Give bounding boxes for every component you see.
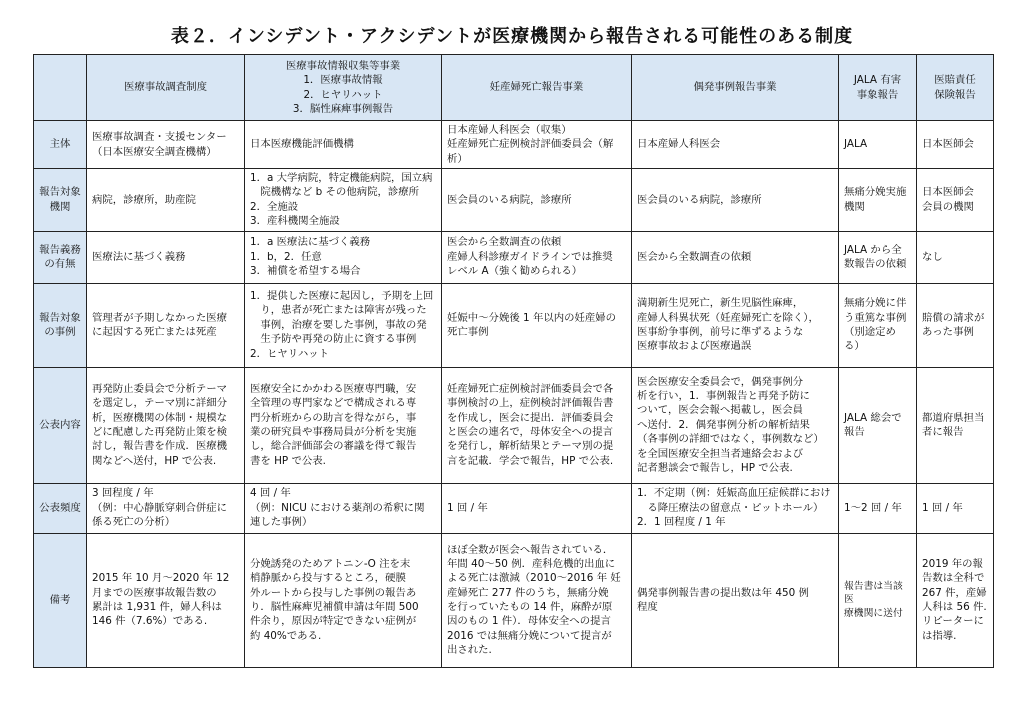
cell-line: 備考 bbox=[49, 593, 71, 606]
cell-line: 累計は 1,931 件，婦人科は bbox=[92, 601, 222, 614]
cell-line: （別途定める） bbox=[844, 326, 896, 353]
cell-line: 1．b，2．任意 bbox=[250, 250, 322, 263]
row-header-cell bbox=[34, 283, 87, 367]
cell-line: 者に報告 bbox=[922, 426, 964, 439]
cell-line: 関などへ送付，HP で公表. bbox=[92, 454, 217, 467]
cell-line: 療機関に送付 bbox=[844, 607, 903, 619]
cell-line: 妊娠中～分娩後 1 年以内の妊産婦の bbox=[447, 311, 617, 324]
cell-line: 分娩誘発のためアトニン-O 注を末 bbox=[250, 557, 411, 570]
header-col2-line: 3．脳性麻痺事例報告 bbox=[292, 102, 394, 115]
table-cell bbox=[87, 283, 245, 367]
row-header-cell bbox=[34, 121, 87, 169]
table-cell bbox=[87, 483, 245, 533]
cell-line: （各事例の詳細ではなく，事例数など） bbox=[637, 433, 824, 446]
cell-line: レベル A（強く勧められる） bbox=[447, 265, 583, 278]
cell-line: 産婦人科異状死（妊産婦死亡を除く）， bbox=[637, 311, 819, 324]
cell-line: 人科は 56 件. bbox=[922, 601, 987, 614]
cell-line: 1 回 / 年 bbox=[922, 501, 963, 514]
cell-line: り，患者が死亡または障害が残った bbox=[250, 304, 427, 317]
cell-line: 事例，治療を要した事例，事故の発 bbox=[250, 318, 427, 331]
cell-line: 公表頻度 bbox=[39, 501, 81, 514]
cell-line: なし bbox=[922, 250, 943, 263]
cell-line: 月までの医療事故報告数の bbox=[92, 586, 217, 599]
header-col6-line: 保険報告 bbox=[934, 88, 976, 101]
cell-line: と医会の連名で，母体安全への提言 bbox=[447, 426, 614, 439]
cell-line: 産婦人科診療ガイドラインでは推奨 bbox=[447, 250, 613, 263]
cell-line: 報告対象 bbox=[39, 311, 81, 324]
cell-line: 係る死亡の分析） bbox=[92, 516, 176, 529]
table-cell bbox=[917, 283, 994, 367]
table-cell bbox=[87, 231, 245, 283]
cell-line: 医事紛争事例，前号に準ずるような bbox=[637, 326, 804, 339]
header-col2-line: 2．ヒヤリハット bbox=[303, 88, 383, 101]
table-row bbox=[34, 533, 994, 667]
table-cell bbox=[442, 283, 632, 367]
header-col3: 妊産婦死亡報告事業 bbox=[442, 55, 632, 121]
cell-line: 2015 年 10 月～2020 年 12 bbox=[92, 572, 230, 585]
cell-line: 2019 年の報 bbox=[922, 557, 983, 570]
cell-line: （例：NICU における薬剤の希釈に関 bbox=[250, 501, 425, 514]
cell-line: 年間 40～50 例．産科危機的出血に bbox=[447, 557, 616, 570]
cell-line: 日本医療機能評価機構 bbox=[250, 138, 354, 151]
cell-line: 梢静脈から投与するところ，硬膜 bbox=[250, 572, 406, 585]
cell-line: 連した事例） bbox=[250, 516, 313, 529]
cell-line: 主体 bbox=[49, 138, 71, 151]
cell-line: 3．産科機関全施設 bbox=[250, 215, 340, 228]
cell-line: JALA bbox=[844, 138, 868, 151]
table-cell bbox=[245, 367, 442, 483]
cell-line: 業の研究員や事務局員が分析を実施 bbox=[250, 426, 417, 439]
cell-line: 全管理の専門家などで構成される専 bbox=[250, 397, 417, 410]
table-cell bbox=[442, 121, 632, 169]
cell-line: 再発防止委員会で分析テーマ bbox=[92, 382, 228, 395]
table-row bbox=[34, 483, 994, 533]
cell-line: 1．a 医療法に基づく義務 bbox=[250, 236, 371, 249]
cell-line: る降圧療法の留意点・ピットホール） bbox=[637, 501, 824, 514]
cell-line: 3．補償を希望する場合 bbox=[250, 265, 361, 278]
cell-line: を行っていたもの 14 件，麻酔が原 bbox=[447, 601, 613, 614]
cell-line: 程度 bbox=[637, 601, 658, 614]
cell-line: 医会医療安全委員会で，偶発事例分 bbox=[637, 375, 804, 388]
cell-line: へ送付．2．偶発事例分析の解析結果 bbox=[637, 418, 810, 431]
table-cell bbox=[839, 283, 917, 367]
cell-line: り．脳性麻痺児補償申請は年間 500 bbox=[250, 601, 419, 614]
cell-line: 書を HP で公表. bbox=[250, 454, 326, 467]
row-header-cell bbox=[34, 533, 87, 667]
row-header-cell bbox=[34, 231, 87, 283]
cell-line: 報告 bbox=[844, 426, 865, 439]
cell-line: 数報告の依頼 bbox=[844, 258, 907, 271]
table-row bbox=[34, 121, 994, 169]
table-cell bbox=[839, 483, 917, 533]
cell-line: 記者懇談会で報告し，HP で公表. bbox=[637, 461, 793, 474]
table-cell bbox=[917, 169, 994, 231]
cell-line: 報告対象 bbox=[39, 186, 81, 199]
table-row bbox=[34, 231, 994, 283]
cell-line: に起因する死亡または死産 bbox=[92, 326, 217, 339]
table-cell bbox=[245, 283, 442, 367]
table-cell bbox=[245, 121, 442, 169]
cell-line: 267 件，産婦 bbox=[922, 586, 987, 599]
cell-line: 報告義務 bbox=[39, 243, 81, 256]
table-cell bbox=[87, 533, 245, 667]
cell-line: を選定し，テーマ別に詳細分 bbox=[92, 397, 228, 410]
cell-line: 医療法に基づく義務 bbox=[92, 250, 186, 263]
table-cell bbox=[632, 533, 839, 667]
table-cell bbox=[442, 533, 632, 667]
cell-line: 満期新生児死亡，新生児脳性麻痺， bbox=[637, 297, 804, 310]
cell-line: 2．ヒヤリハット bbox=[250, 347, 330, 360]
table-cell bbox=[839, 367, 917, 483]
cell-line: 2016 では無痛分娩について提言が bbox=[447, 629, 612, 642]
cell-line: 析を行い，1．事例報告と再発予防に bbox=[637, 390, 810, 403]
header-col2-line: 医療事故情報収集等事業 bbox=[285, 59, 401, 72]
cell-line: 1～2 回 / 年 bbox=[844, 501, 902, 514]
cell-line: 門分析班からの助言を得ながら，事 bbox=[250, 411, 417, 424]
table-cell bbox=[839, 121, 917, 169]
cell-line: 無痛分娩に伴 bbox=[844, 297, 907, 310]
table-cell bbox=[917, 121, 994, 169]
cell-line: 言を記載．学会で報告，HP で公表. bbox=[447, 454, 614, 467]
cell-line: よる死亡は激減（2010～2016 年 妊 bbox=[447, 572, 621, 585]
cell-line: 産婦死亡 277 件のうち，無痛分娩 bbox=[447, 586, 609, 599]
cell-line: 出された. bbox=[447, 644, 492, 657]
cell-line: 外ルートから投与した事例の報告あ bbox=[250, 586, 417, 599]
table-row bbox=[34, 283, 994, 367]
cell-line: 日本産婦人科医会（収集） bbox=[447, 124, 572, 136]
cell-line: の有無 bbox=[44, 258, 76, 271]
table-cell bbox=[917, 483, 994, 533]
table-cell bbox=[917, 533, 994, 667]
cell-line: は指導. bbox=[922, 629, 957, 642]
table-cell bbox=[632, 483, 839, 533]
cell-line: 会員の機関 bbox=[922, 200, 974, 213]
cell-line: 医会から全数調査の依頼 bbox=[447, 236, 562, 249]
cell-line: 1．不定期（例：妊娠高血圧症候群におけ bbox=[637, 487, 831, 500]
table-cell bbox=[839, 533, 917, 667]
cell-line: 事例検討の上，症例検討評価報告書 bbox=[447, 397, 614, 410]
table-cell bbox=[87, 169, 245, 231]
cell-line: 因のもの 1 件）．母体安全への提言 bbox=[447, 615, 611, 628]
table-cell bbox=[442, 367, 632, 483]
header-col5-line: JALA 有害 bbox=[853, 74, 902, 87]
table-cell bbox=[632, 283, 839, 367]
cell-line: 医療安全にかかわる医療専門職，安 bbox=[250, 382, 417, 395]
cell-line: どに配慮した再発防止策を検 bbox=[92, 426, 228, 439]
cell-line: 1 回 / 年 bbox=[447, 501, 488, 514]
table-row bbox=[34, 367, 994, 483]
header-row bbox=[34, 55, 994, 121]
cell-line: を全国医療安全担当者連絡会および bbox=[637, 447, 804, 460]
cell-line: JALA 総会で bbox=[844, 411, 902, 424]
cell-line: 偶発事例報告書の提出数は年 450 例 bbox=[637, 586, 809, 599]
cell-line: 1．a 大学病院，特定機能病院，国立病 bbox=[250, 172, 433, 185]
cell-line: 医療事故および医療過誤 bbox=[637, 340, 752, 353]
header-col6-line: 医賠責任 bbox=[934, 74, 976, 87]
cell-line: 件余り，原因が特定できない症例が bbox=[250, 615, 417, 628]
cell-line: 機関 bbox=[844, 200, 865, 213]
table-cell bbox=[245, 231, 442, 283]
row-header-cell bbox=[34, 367, 87, 483]
cell-line: 病院，診療所，助産院 bbox=[92, 193, 196, 206]
cell-line: JALA から全 bbox=[844, 243, 902, 256]
page-title: 表２．インシデント・アクシデントが医療機関から報告される可能性のある制度 bbox=[170, 26, 854, 47]
table-cell bbox=[245, 169, 442, 231]
header-col4: 偶発事例報告事業 bbox=[632, 55, 839, 121]
cell-line: 院機構など b その他病院，診療所 bbox=[250, 186, 420, 199]
cell-line: 妊産婦死亡症例検討評価委員会（解析） bbox=[447, 138, 614, 165]
cell-line: 医会員のいる病院，診療所 bbox=[637, 193, 762, 206]
cell-line: 公表内容 bbox=[39, 418, 81, 431]
cell-line: 146 件（7.6%）である. bbox=[92, 615, 208, 628]
table-row bbox=[34, 169, 994, 231]
cell-line: 2．全施設 bbox=[250, 200, 299, 213]
cell-line: う重篤な事例 bbox=[844, 311, 907, 324]
table-cell bbox=[442, 231, 632, 283]
cell-line: 析，医療機関の体制・規模な bbox=[92, 411, 228, 424]
table-cell bbox=[839, 169, 917, 231]
cell-line: を発行し，解析結果とテーマ別の提 bbox=[447, 440, 614, 453]
table-cell bbox=[442, 169, 632, 231]
table-cell bbox=[442, 483, 632, 533]
table-cell bbox=[632, 169, 839, 231]
table-cell bbox=[632, 367, 839, 483]
row-header-cell bbox=[34, 483, 87, 533]
table-cell bbox=[632, 231, 839, 283]
cell-line: 告数は全科で bbox=[922, 572, 985, 585]
cell-line: 討し，報告書を作成．医療機 bbox=[92, 440, 228, 453]
cell-line: 日本医師会 bbox=[922, 138, 974, 151]
header-col5-line: 事象報告 bbox=[856, 88, 899, 101]
row-header-cell bbox=[34, 169, 87, 231]
cell-line: 1．提供した医療に起因し，予期を上回 bbox=[250, 290, 434, 303]
cell-line: 死亡事例 bbox=[447, 326, 489, 339]
cell-line: の事例 bbox=[44, 326, 76, 339]
table-cell bbox=[839, 231, 917, 283]
cell-line: 医会から全数調査の依頼 bbox=[637, 250, 752, 263]
header-col1: 医療事故調査制度 bbox=[87, 55, 245, 121]
cell-line: 2．1 回程度 / 1 年 bbox=[637, 516, 726, 529]
cell-line: （日本医療安全調査機構） bbox=[92, 145, 217, 158]
cell-line: ついて，医会会報へ掲載し，医会員 bbox=[637, 404, 804, 417]
table-cell bbox=[87, 121, 245, 169]
cell-line: 生予防や再発の防止に資する事例 bbox=[250, 333, 417, 346]
cell-line: 医療事故調査・支援センター bbox=[92, 131, 227, 144]
table-cell bbox=[632, 121, 839, 169]
cell-line: 約 40%である. bbox=[250, 629, 322, 642]
cell-line: あった事例 bbox=[922, 326, 974, 339]
cell-line: 日本医師会 bbox=[922, 186, 974, 199]
cell-line: リピーターに bbox=[922, 615, 984, 628]
table-cell bbox=[917, 231, 994, 283]
cell-line: 機関 bbox=[49, 200, 71, 213]
cell-line: 妊産婦死亡症例検討評価委員会で各 bbox=[447, 382, 614, 395]
cell-line: 医会員のいる病院，診療所 bbox=[447, 193, 572, 206]
cell-line: を作成し，医会に提出．評価委員会 bbox=[447, 411, 614, 424]
table-cell bbox=[245, 483, 442, 533]
cell-line: （例：中心静脈穿刺合併症に bbox=[92, 501, 228, 514]
table-cell bbox=[245, 533, 442, 667]
cell-line: 都道府県担当 bbox=[922, 411, 985, 424]
cell-line: 無痛分娩実施 bbox=[844, 186, 907, 199]
cell-line: 3 回程度 / 年 bbox=[92, 487, 154, 500]
cell-line: 日本産婦人科医会 bbox=[637, 138, 721, 151]
header-col2-line: 1．医療事故情報 bbox=[303, 74, 383, 87]
header-corner bbox=[34, 55, 87, 121]
header-col5 bbox=[839, 55, 917, 121]
header-col6 bbox=[917, 55, 994, 121]
table-cell bbox=[917, 367, 994, 483]
header-col2 bbox=[245, 55, 442, 121]
system-comparison-table bbox=[33, 54, 994, 668]
cell-line: 賠償の請求が bbox=[922, 311, 985, 324]
cell-line: 管理者が予期しなかった医療 bbox=[92, 311, 228, 324]
cell-line: 報告書は当該医 bbox=[844, 580, 903, 606]
table-cell bbox=[87, 367, 245, 483]
cell-line: ほぼ全数が医会へ報告されている． bbox=[447, 543, 614, 556]
cell-line: 4 回 / 年 bbox=[250, 487, 291, 500]
cell-line: し，総合評価部会の審議を得て報告 bbox=[250, 440, 417, 453]
